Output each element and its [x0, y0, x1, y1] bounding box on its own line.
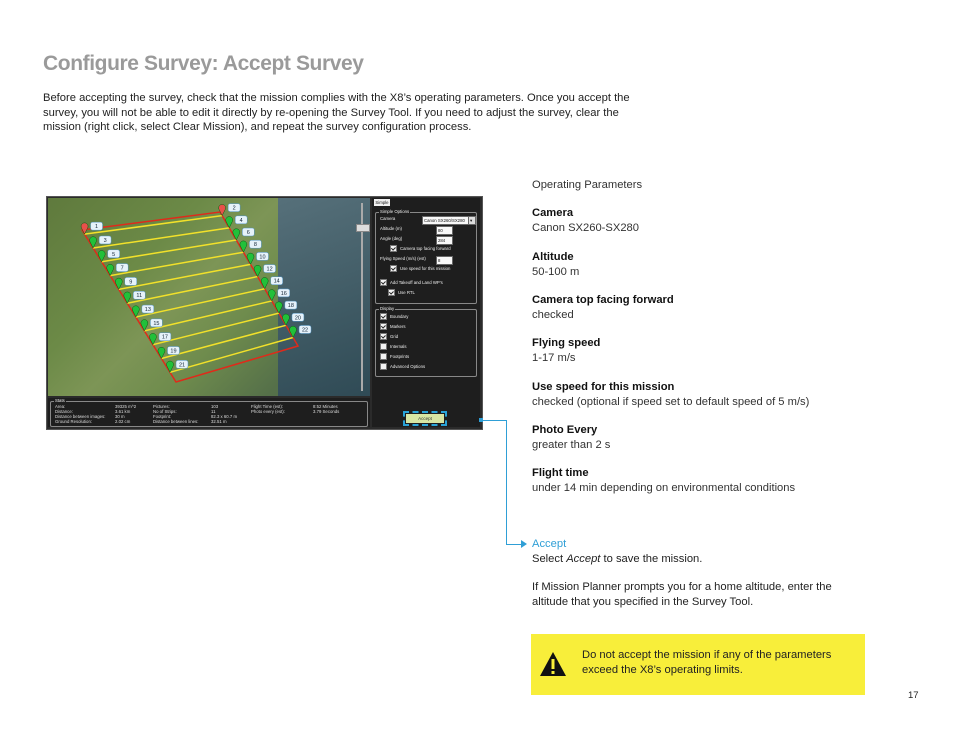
checkbox-icon[interactable]: [388, 289, 395, 296]
accept-button[interactable]: Accept: [406, 414, 444, 423]
waypoint-marker-icon: [81, 223, 88, 234]
grid-line: [127, 277, 257, 304]
stats-panel: [48, 398, 370, 427]
parameter-name: Flight time: [532, 467, 589, 479]
waypoint-label: 4: [239, 217, 243, 224]
simple-options-group: [375, 209, 477, 304]
page-title: Configure Survey: Accept Survey: [43, 52, 364, 75]
display-option[interactable]: [380, 313, 408, 321]
connector-line: [506, 420, 507, 545]
parameter-name: Photo Every: [532, 424, 598, 436]
survey-screenshot: [46, 196, 483, 430]
parameter-item: [532, 336, 862, 365]
use-speed-option[interactable]: [390, 265, 450, 273]
checkbox-icon[interactable]: [380, 343, 387, 350]
grid-line: [110, 252, 243, 275]
camera-select[interactable]: Canon SX260/SX280: [422, 216, 469, 225]
display-option-label: Markers: [390, 324, 406, 329]
display-option[interactable]: [380, 363, 425, 371]
survey-grid-overlay: [48, 198, 370, 396]
parameter-item: [532, 466, 862, 495]
waypoint-label: 22: [301, 327, 309, 334]
parameter-value: 50-100 m: [532, 265, 580, 278]
parameter-item: [532, 380, 862, 409]
camera-label: Camera: [380, 216, 396, 221]
waypoint-label: 13: [144, 307, 151, 314]
stat-value: 2.02 cm: [115, 419, 131, 424]
waypoint-marker-icon: [290, 326, 297, 337]
accept-instruction: [532, 552, 862, 567]
waypoint-marker-icon: [141, 320, 148, 331]
waypoint-marker-icon: [98, 250, 105, 261]
checkbox-icon[interactable]: [390, 245, 397, 252]
waypoint-label: 7: [120, 265, 124, 272]
parameter-value: checked: [532, 308, 574, 321]
waypoint-marker-icon: [219, 204, 226, 215]
waypoint-marker-icon: [240, 241, 247, 252]
satellite-map: [48, 198, 370, 396]
grid-line: [136, 289, 265, 317]
parameter-item: [532, 423, 862, 452]
waypoint-label: 9: [129, 279, 133, 286]
waypoint-label: 19: [170, 348, 177, 355]
chevron-down-icon[interactable]: ▾: [468, 216, 476, 225]
waypoint-marker-icon: [268, 290, 275, 301]
accept-heading: Accept: [532, 538, 567, 550]
connector-line: [506, 544, 522, 545]
waypoint-label: 15: [153, 320, 160, 327]
stat-value: 82.3 x 60.7 m: [211, 414, 238, 419]
checkbox-icon[interactable]: [380, 313, 387, 320]
parameter-item: [532, 293, 862, 322]
tab-simple[interactable]: Simple: [375, 200, 389, 205]
zoom-slider[interactable]: [354, 200, 370, 395]
camera-top-facing-forward-label: Camera top facing forward: [400, 246, 451, 251]
waypoint-marker-icon: [247, 253, 254, 264]
stat-value: 30 m: [115, 414, 125, 419]
waypoint-label: 16: [280, 290, 287, 297]
accept-instruction-suffix: to save the mission.: [600, 552, 703, 565]
display-option-label: Internals: [390, 344, 407, 349]
parameter-value: greater than 2 s: [532, 438, 611, 451]
waypoint-marker-icon: [107, 264, 114, 275]
angle-label: Angle (deg): [380, 236, 403, 241]
accept-emphasis: Accept: [566, 552, 601, 565]
waypoint-label: 2: [232, 205, 236, 212]
waypoint-label: 21: [178, 362, 186, 369]
display-option[interactable]: [380, 323, 406, 331]
parameter-value: under 14 min depending on environmental conditions: [532, 481, 796, 494]
add-takeoff-option[interactable]: [380, 279, 443, 287]
survey-boundary: [82, 212, 298, 382]
simple-options-label: Simple Options: [380, 209, 410, 214]
waypoint-marker-icon: [90, 237, 97, 248]
stat-value: 3.79 Seconds: [313, 409, 340, 414]
grid-line: [170, 337, 293, 372]
operating-parameters-heading: Operating Parameters: [532, 179, 643, 191]
display-option-label: Boundary: [390, 314, 409, 319]
stat-value: 8:52 Minutes: [313, 404, 338, 409]
stat-label: Pictures:: [153, 404, 170, 409]
waypoint-marker-icon: [149, 333, 156, 344]
waypoint-label: 18: [287, 303, 294, 310]
grid-line: [144, 301, 271, 331]
connector-line: [481, 420, 507, 421]
camera-top-facing-forward-option[interactable]: [390, 245, 451, 253]
waypoint-marker-icon: [124, 292, 131, 303]
stat-value: 11: [211, 409, 216, 414]
waypoint-label: 11: [136, 293, 143, 300]
waypoint-label: 3: [103, 237, 107, 244]
waypoint-marker-icon: [254, 265, 261, 276]
display-option-label: Footprints: [390, 354, 410, 359]
checkbox-icon[interactable]: [380, 363, 387, 370]
waypoint-label: 14: [273, 278, 280, 285]
zoom-slider-knob[interactable]: [356, 224, 370, 232]
parameter-item: [532, 206, 862, 235]
waypoint-marker-icon: [282, 314, 289, 325]
waypoint-marker-icon: [275, 302, 282, 313]
checkbox-icon[interactable]: [380, 333, 387, 340]
use-rtl-label: Use RTL: [398, 290, 415, 295]
stat-value: 103: [211, 404, 219, 409]
stat-label: Area:: [55, 404, 66, 409]
intro-paragraph: Before accepting the survey, check that the mission complies with the X8’s operating parameters. Once you accept the survey, you will not be able to edit it directly by re-opening the Survey Tool. If you need to adjust the survey, clear the mission (right click, select Clear Mission), and repeat the survey configuration process.: [43, 92, 630, 133]
parameter-item: [532, 250, 862, 279]
parameter-name: Flying speed: [532, 337, 601, 349]
waypoint-marker-icon: [167, 361, 174, 372]
use-rtl-option[interactable]: [388, 289, 415, 297]
stat-label: Photo every (est):: [251, 409, 285, 414]
stats-label: Stats: [55, 398, 65, 403]
display-label: Display: [380, 306, 395, 311]
display-option[interactable]: [380, 333, 398, 341]
grid-line: [161, 325, 285, 358]
accept-instruction-prefix: Select: [532, 552, 567, 565]
checkbox-icon[interactable]: [390, 265, 397, 272]
grid-line: [153, 313, 279, 345]
accept-section: [532, 537, 862, 609]
parameter-name: Camera top facing forward: [532, 294, 674, 306]
parameter-value: 1-17 m/s: [532, 351, 576, 364]
waypoint-marker-icon: [226, 217, 233, 228]
flying-speed-input[interactable]: 8: [436, 256, 453, 265]
waypoint-label: 20: [294, 315, 302, 322]
waypoint-label: 10: [259, 254, 266, 261]
checkbox-icon[interactable]: [380, 279, 387, 286]
warning-callout: [531, 634, 865, 695]
display-option[interactable]: [380, 343, 406, 351]
waypoint-marker-icon: [115, 278, 122, 289]
survey-options-panel: [372, 198, 480, 427]
stat-label: Footprint:: [153, 414, 172, 419]
waypoint-marker-icon: [261, 277, 268, 288]
stat-label: Distance:: [55, 409, 73, 414]
waypoint-marker-icon: [233, 229, 240, 240]
grid-line: [119, 264, 251, 289]
stat-label: Flight Time (est):: [251, 404, 283, 409]
parameter-name: Altitude: [532, 251, 574, 263]
display-option-label: Grid: [390, 334, 399, 339]
stat-label: Distance between images:: [55, 414, 106, 419]
display-group: [375, 306, 477, 377]
parameter-name: Camera: [532, 207, 574, 219]
warning-icon: [539, 651, 567, 677]
stat-label: Ground Resolution:: [55, 419, 93, 424]
stat-value: 32.51 m: [211, 419, 227, 424]
waypoint-marker-icon: [158, 347, 165, 358]
stats-group: [50, 398, 368, 427]
waypoint-label: 6: [246, 230, 250, 237]
flying-speed-label: Flying Speed (m/s) (est): [380, 256, 426, 261]
stat-label: No of Strips:: [153, 409, 177, 414]
display-option[interactable]: [380, 353, 409, 361]
use-speed-label: Use speed for this mission: [400, 266, 451, 271]
checkbox-icon[interactable]: [380, 323, 387, 330]
parameter-value: checked (optional if speed set to default speed of 5 m/s): [532, 395, 810, 408]
arrow-right-icon: [521, 540, 527, 548]
waypoint-label: 12: [266, 266, 273, 273]
parameter-value: Canon SX260-SX280: [532, 221, 639, 234]
page-number: 17: [908, 690, 919, 701]
stat-value: 39325 m^2: [115, 404, 137, 409]
stat-label: Distance between lines:: [153, 419, 199, 424]
warning-text: Do not accept the mission if any of the parameters exceed the X8’s operating limits.: [582, 649, 832, 676]
checkbox-icon[interactable]: [380, 353, 387, 360]
stat-value: 3.61 km: [115, 409, 131, 414]
angle-input[interactable]: 284: [436, 236, 453, 245]
waypoint-label: 1: [95, 224, 99, 231]
altitude-input[interactable]: 80: [436, 226, 453, 235]
altitude-label: Altitude (m): [380, 226, 402, 231]
home-altitude-note: If Mission Planner prompts you for a home altitude, enter the altitude that you specified in the Survey Tool.: [532, 581, 832, 608]
waypoint-marker-icon: [132, 306, 139, 317]
add-takeoff-label: Add Takeoff and Land WP's: [390, 280, 443, 285]
waypoint-label: 5: [112, 251, 116, 258]
waypoint-label: 8: [253, 242, 257, 249]
display-option-label: Advanced Options: [390, 364, 426, 369]
waypoint-label: 17: [161, 334, 168, 341]
parameter-name: Use speed for this mission: [532, 381, 675, 393]
